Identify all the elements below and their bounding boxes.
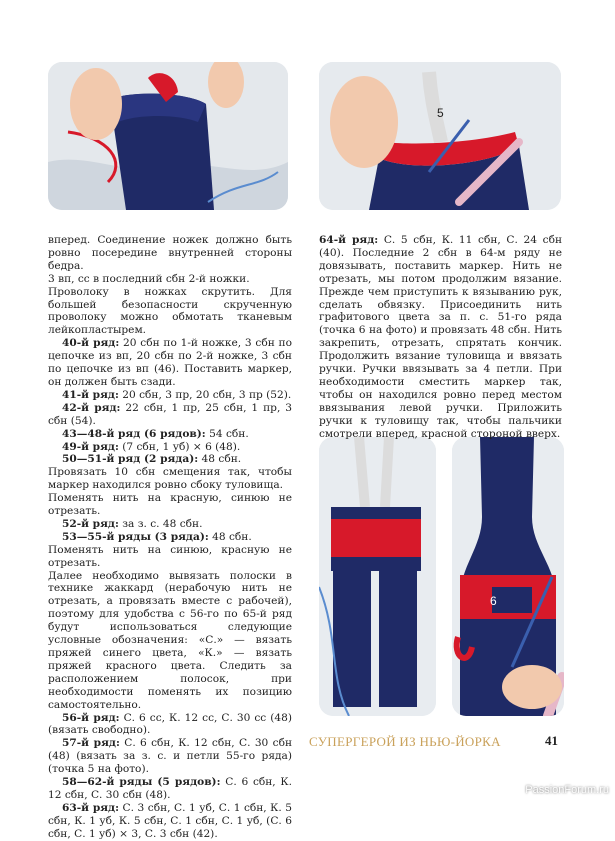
paragraph xyxy=(319,234,562,441)
paragraph-text: 20 сбн, 3 пр, 20 сбн, 3 пр (52). xyxy=(118,388,292,401)
row-label: 56-й ряд: xyxy=(62,711,120,724)
paragraph-text: С. 6 сс, К. 12 сс, С. 30 сс (48) (вязать свободно). xyxy=(48,711,293,737)
paragraph xyxy=(48,712,292,738)
paragraph-text: Далее необходимо вывязать полоски в технике жаккард (нерабочую нить не отрезать, а провязать вместе с рабочей), поэтому для удобства с 56-го по 65-й ряд будут использоваться следующие условные обозначения: «С.» — вязать пряжей синего цвета, «К.» — вязать пряжей красного цвета. Следить за расположением полосок, при необходимости поменять их позицию самостоятельно. xyxy=(48,569,292,711)
paragraph xyxy=(48,531,292,544)
paragraph-text: Провязать 10 сбн смещения так, чтобы маркер находился ровно сбоку туловища. xyxy=(48,466,292,492)
row-label: 53—55-й ряды (3 ряда): xyxy=(62,530,209,543)
photo-bottle-6 xyxy=(452,437,564,716)
paragraph xyxy=(48,402,292,428)
paragraph xyxy=(48,570,292,712)
photo-label-6: 6 xyxy=(490,594,497,608)
paragraph xyxy=(48,337,292,389)
paragraph-text: Поменять нить на красную, синюю не отрезать. xyxy=(48,492,292,518)
photo-body-front xyxy=(319,437,436,716)
watermark: PassionForum.ru xyxy=(525,784,609,796)
paragraph xyxy=(48,544,292,570)
paragraph-text: С. 3 сбн, С. 1 уб, С. 1 сбн, К. 5 сбн, К. 1 уб, К. 5 сбн, С. 1 сбн, С. 1 уб, (С. 6 сбн, С. 1 уб) × 3, С. 3 сбн (42). xyxy=(48,801,292,840)
paragraph xyxy=(48,441,292,454)
paragraph-text: 20 сбн по 1-й ножке, 3 сбн по цепочке из вп, 20 сбн по 2-й ножке, 3 сбн по цепочке из вп (46). Поставить маркер, он должен быть сзади. xyxy=(48,337,292,388)
paragraph xyxy=(48,776,292,802)
paragraph-text: С. 6 сбн, К. 12 сбн, С. 30 сбн (48). xyxy=(48,776,292,801)
row-label: 63-й ряд: xyxy=(62,801,120,814)
paragraph-text: 48 сбн. xyxy=(198,453,242,466)
photo-label-5: 5 xyxy=(437,106,444,120)
paragraph-text: 48 сбн. xyxy=(208,530,252,543)
paragraph-text: С. 5 сбн, К. 11 сбн, С. 24 сбн (40). Последние 2 сбн в 64-м ряду не довязывать, поставить маркер. Нить не отрезать, мы потом продолжим вязание. Прежде чем приступить к вязыванию рук, сделать обвязку. Присоединить нить графитового цвета за п. с. 51-го ряда (точка 6 на фото) и провязать 48 сбн. Нить закрепить, отрезать, спрятать кончик. Продолжить вязание туловища и ввязать ручки. Ручки ввязывать за 4 петли. При необходимости сместить маркер так, чтобы он находился ровно перед местом ввязывания левой ручки. Приложить ручки к туловищу так, чтобы пальчики смотрели вперед, красной стороной вверх. xyxy=(319,234,563,440)
paragraph-text: за з. с. 48 сбн. xyxy=(118,517,203,530)
paragraph xyxy=(48,737,292,776)
paragraph-text: С. 6 сбн, К. 12 сбн, С. 30 сбн (48) (вязать за з. с. и петли 55-го ряда) (точка 5 на фото). xyxy=(48,737,293,776)
paragraph xyxy=(48,453,292,466)
row-label: 49-й ряд: xyxy=(62,440,119,453)
paragraph-text: 54 сбн. xyxy=(205,427,249,440)
paragraph xyxy=(48,466,292,492)
row-label: 57-й ряд: xyxy=(62,737,120,750)
row-label: 41-й ряд: xyxy=(62,388,119,401)
paragraph-text: вперед. Соединение ножек должно быть ровно посередине внутренней стороны бедра. xyxy=(48,234,292,272)
paragraph xyxy=(48,802,292,841)
paragraph-text: Поменять нить на синюю, красную не отрезать. xyxy=(48,543,292,569)
row-label: 50—51-й ряд (2 ряда): xyxy=(62,453,199,466)
row-label: 52-й ряд: xyxy=(62,517,119,530)
right-text-column xyxy=(319,234,562,441)
row-label: 43—48-й ряд (6 рядов): xyxy=(62,427,206,440)
paragraph xyxy=(48,428,292,441)
left-text-column xyxy=(48,234,292,841)
paragraph xyxy=(48,389,292,402)
photo-marker-5 xyxy=(319,62,561,210)
page-number: 41 xyxy=(545,733,558,748)
row-label: 64-й ряд: xyxy=(319,234,379,246)
paragraph xyxy=(48,234,292,273)
row-label: 40-й ряд: xyxy=(62,337,120,350)
paragraph-text: 3 вп, сс в последний сбн 2-й ножки. xyxy=(48,272,250,285)
paragraph xyxy=(48,492,292,518)
row-label: 58—62-й ряды (5 рядов): xyxy=(62,776,221,789)
section-title: СУПЕРГЕРОЙ ИЗ НЬЮ-ЙОРКА xyxy=(309,734,501,749)
paragraph-text: Проволоку в ножках скрутить. Для большей безопасности скрученную проволоку можно обмотать тканевым лейкопластырем. xyxy=(48,285,292,337)
paragraph xyxy=(48,518,292,531)
paragraph xyxy=(48,286,292,338)
row-label: 42-й ряд: xyxy=(62,401,121,414)
paragraph-text: (7 сбн, 1 уб) × 6 (48). xyxy=(118,440,241,453)
photo-leg-step xyxy=(48,62,288,210)
paragraph-text: 22 сбн, 1 пр, 25 сбн, 1 пр, 3 сбн (54). xyxy=(48,401,293,427)
paragraph xyxy=(48,273,292,286)
